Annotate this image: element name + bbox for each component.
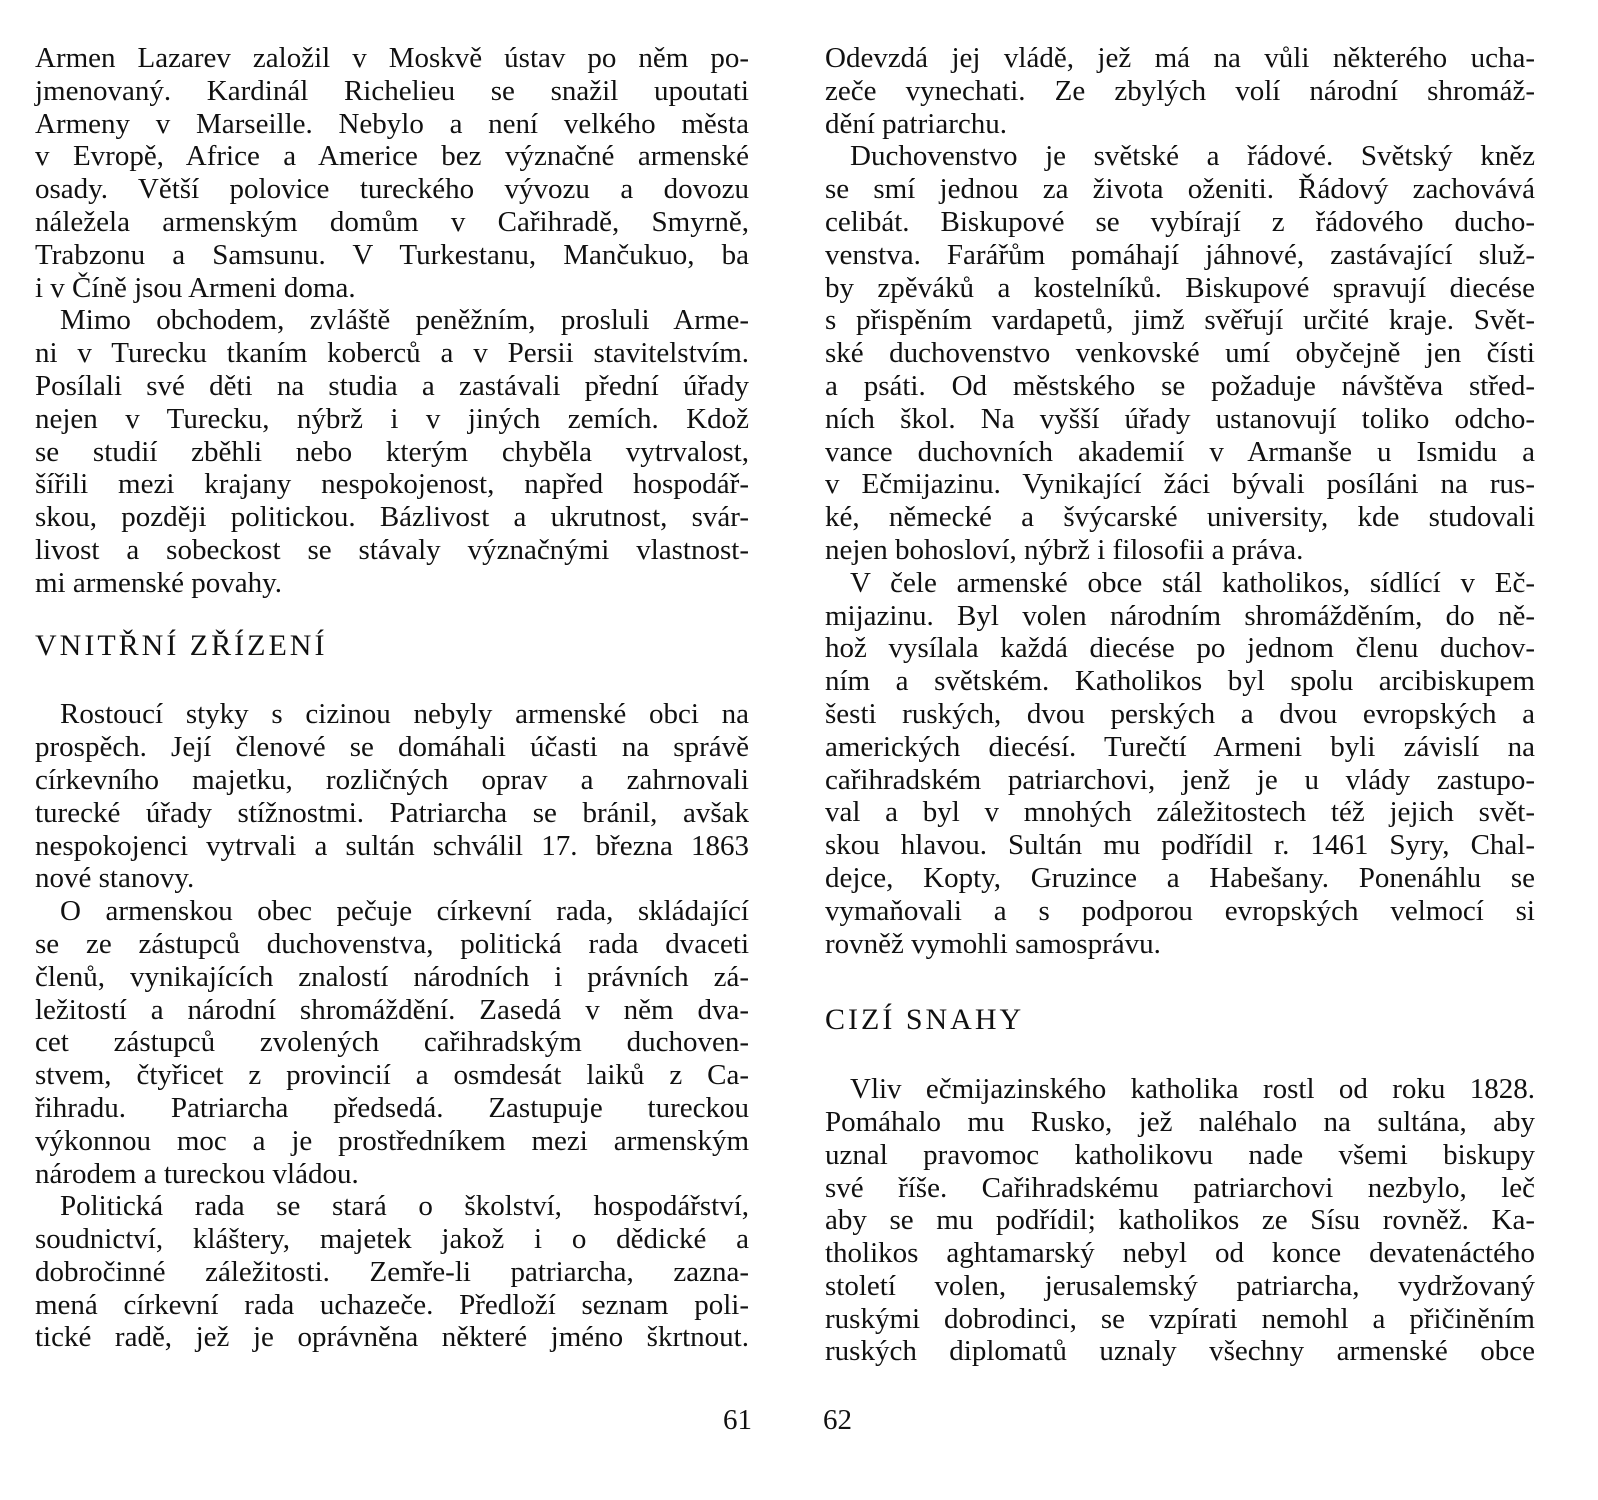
text-line: Posílali své děti na studia a zastávali přední úřady	[35, 369, 749, 402]
text-line: cet zástupců zvolených cařihradským duchoven-	[35, 1026, 749, 1059]
text-line: by zpěváků a kostelníků. Biskupové spravují diecése	[825, 271, 1535, 304]
text-line: soudnictví, kláštery, majetek jakož i o dědické a	[35, 1223, 749, 1256]
text-line: mi armenské povahy.	[35, 566, 282, 599]
right-page-text	[825, 42, 1535, 1368]
text-line: dění patriarchu.	[825, 107, 1007, 140]
section-heading: CIZÍ SNAHY	[825, 1003, 1025, 1037]
text-line: nejen bohosloví, nýbrž i filosofii a práva.	[825, 533, 1304, 566]
text-line: cařihradském patriarchovi, jenž je u vlády zastupo-	[825, 763, 1535, 796]
text-line: náležela armenským domům v Cařihradě, Smyrně,	[35, 205, 749, 238]
paragraph	[825, 567, 1535, 961]
text-line: Politická rada se stará o školství, hospodářství,	[60, 1190, 749, 1223]
text-line: se studií zběhli nebo kterým chyběla vytrvalost,	[35, 435, 749, 468]
text-line: ni v Turecku tkaním koberců a v Persii stavitelstvím.	[35, 337, 749, 370]
text-line: rovněž vymohli samosprávu.	[825, 927, 1161, 960]
spacer	[35, 600, 749, 630]
text-line: šířili mezi krajany nespokojenost, napřed hospodář-	[35, 468, 749, 501]
text-line: aby se mu podřídil; katholikos ze Sísu rovněž. Ka-	[825, 1204, 1535, 1237]
text-line: Duchovenstvo je světské a řádové. Světský kněz	[850, 140, 1535, 173]
text-line: své říše. Cařihradskému patriarchovi nezbylo, leč	[825, 1171, 1535, 1204]
text-line: v Evropě, Africe a Americe bez význačné armenské	[35, 140, 749, 173]
paragraph	[35, 304, 749, 599]
text-line: skou, později politickou. Bázlivost a ukrutnost, svár-	[35, 501, 749, 534]
text-line: tické radě, jež je oprávněna některé jméno škrtnout.	[35, 1321, 749, 1354]
text-line: livost a sobeckost se stávaly význačnými vlastnost-	[35, 533, 749, 566]
left-page-text	[35, 42, 749, 1354]
text-line: ních škol. Na vyšší úřady ustanovují toliko odcho-	[825, 402, 1535, 435]
text-line: mená církevní rada uchazeče. Předloží seznam poli-	[35, 1288, 749, 1321]
text-line: Pomáhalo mu Rusko, jež naléhalo na sultána, aby	[825, 1105, 1535, 1138]
text-line: nové stanovy.	[35, 862, 195, 895]
paragraph	[825, 140, 1535, 566]
text-line: celibát. Biskupové se vybírají z řádového ducho-	[825, 205, 1535, 238]
text-line: mijazinu. Byl volen národním shromážděním, do ně-	[825, 599, 1535, 632]
text-line: i v Číně jsou Armeni doma.	[35, 271, 356, 304]
text-line: V čele armenské obce stál katholikos, sídlící v Eč-	[850, 566, 1535, 599]
page-number-left: 61	[723, 1404, 752, 1436]
spacer	[825, 960, 1535, 1004]
text-line: prospěch. Její členové se domáhali účasti na správě	[35, 731, 749, 764]
text-line: Mimo obchodem, zvláště peněžním, prosluli Arme-	[60, 304, 749, 337]
text-line: ruských diplomatů uznaly všechny armenské obce	[825, 1335, 1535, 1368]
text-line: Odevzdá jej vládě, jež má na vůli některého ucha-	[825, 42, 1535, 74]
text-line: osady. Větší polovice tureckého vývozu a dovozu	[35, 173, 749, 206]
spacer	[35, 662, 749, 698]
paragraph	[825, 1073, 1535, 1368]
text-line: uznal pravomoc katholikovu nade všemi biskupy	[825, 1138, 1535, 1171]
text-line: v Ečmijazinu. Vynikající žáci bývali posíláni na rus-	[825, 468, 1535, 501]
text-line: skou hlavou. Sultán mu podřídil r. 1461 Syry, Chal-	[825, 829, 1535, 862]
text-line: O armenskou obec pečuje církevní rada, skládající	[60, 895, 749, 928]
text-line: nejen v Turecku, nýbrž i v jiných zemích. Kdož	[35, 402, 749, 435]
page-number-right: 62	[823, 1404, 852, 1436]
text-line: jmenovaný. Kardinál Richelieu se snažil upoutati	[35, 74, 749, 107]
text-line: Armeny v Marseille. Nebylo a není velkého města	[35, 107, 749, 140]
text-line: dejce, Kopty, Gruzince a Habešany. Ponenáhlu se	[825, 861, 1535, 894]
text-line: dobročinné záležitosti. Zemře-li patriarcha, zazna-	[35, 1255, 749, 1288]
text-line: tholikos aghtamarský nebyl od konce devatenáctého	[825, 1237, 1535, 1270]
text-line: stvem, čtyřicet z provincií a osmdesát laiků z Ca-	[35, 1059, 749, 1092]
text-line: turecké úřady stížnostmi. Patriarcha se bránil, avšak	[35, 796, 749, 829]
text-line: řihradu. Patriarcha předsedá. Zastupuje tureckou	[35, 1091, 749, 1124]
text-line: členů, vynikajících znalostí národních i právních zá-	[35, 960, 749, 993]
text-line: Vliv ečmijazinského katholika rostl od roku 1828.	[850, 1073, 1535, 1106]
text-line: Trabzonu a Samsunu. V Turkestanu, Mančukuo, ba	[35, 238, 749, 271]
text-line: národem a tureckou vládou.	[35, 1157, 359, 1190]
text-line: nespokojenci vytrvali a sultán schválil 17. března 1863	[35, 829, 749, 862]
paragraph	[35, 42, 749, 304]
text-line: amerických diecésí. Turečtí Armeni byli závislí na	[825, 730, 1535, 763]
text-line: venstva. Farářům pomáhají jáhnové, zastávající služ-	[825, 238, 1535, 271]
text-line: zeče vynechati. Ze zbylých volí národní shromáž-	[825, 74, 1535, 107]
spacer	[825, 1037, 1535, 1073]
text-line: Armen Lazarev založil v Moskvě ústav po něm po-	[35, 42, 749, 74]
text-line: a psáti. Od městského se požaduje návštěva střed-	[825, 369, 1535, 402]
text-line: ležitostí a národní shromáždění. Zasedá v něm dva-	[35, 993, 749, 1026]
paragraph	[825, 42, 1535, 140]
text-line: šesti ruských, dvou perských a dvou evropských a	[825, 697, 1535, 730]
section-heading: VNITŘNÍ ZŘÍZENÍ	[35, 628, 328, 662]
text-line: výkonnou moc a je prostředníkem mezi armenským	[35, 1124, 749, 1157]
text-line: hož vysílala každá diecése po jednom členu duchov-	[825, 632, 1535, 665]
text-line: val a byl v mnohých záležitostech též jejich svět-	[825, 796, 1535, 829]
text-line: století volen, jerusalemský patriarcha, vydržovaný	[825, 1269, 1535, 1302]
text-line: vymaňovali a s podporou evropských velmocí si	[825, 894, 1535, 927]
paragraph	[35, 1190, 749, 1354]
paragraph	[35, 895, 749, 1190]
text-line: vance duchovních akademií v Armanše u Ismidu a	[825, 435, 1535, 468]
text-line: ruskými dobrodinci, se vzpírati nemohl a přičiněním	[825, 1302, 1535, 1335]
text-line: se smí jednou za života oženiti. Řádový zachovává	[825, 173, 1535, 206]
text-line: se ze zástupců duchovenstva, politická rada dvaceti	[35, 927, 749, 960]
text-line: ním a světském. Katholikos byl spolu arcibiskupem	[825, 665, 1535, 698]
text-line: ké, německé a švýcarské university, kde studovali	[825, 501, 1535, 534]
text-line: Rostoucí styky s cizinou nebyly armenské obci na	[60, 698, 749, 731]
text-line: ské duchovenstvo venkovské umí obyčejně jen čísti	[825, 337, 1535, 370]
text-line: s přispěním vardapetů, jimž svěřují určité kraje. Svět-	[825, 304, 1535, 337]
text-line: církevního majetku, rozličných oprav a zahrnovali	[35, 763, 749, 796]
paragraph	[35, 698, 749, 895]
